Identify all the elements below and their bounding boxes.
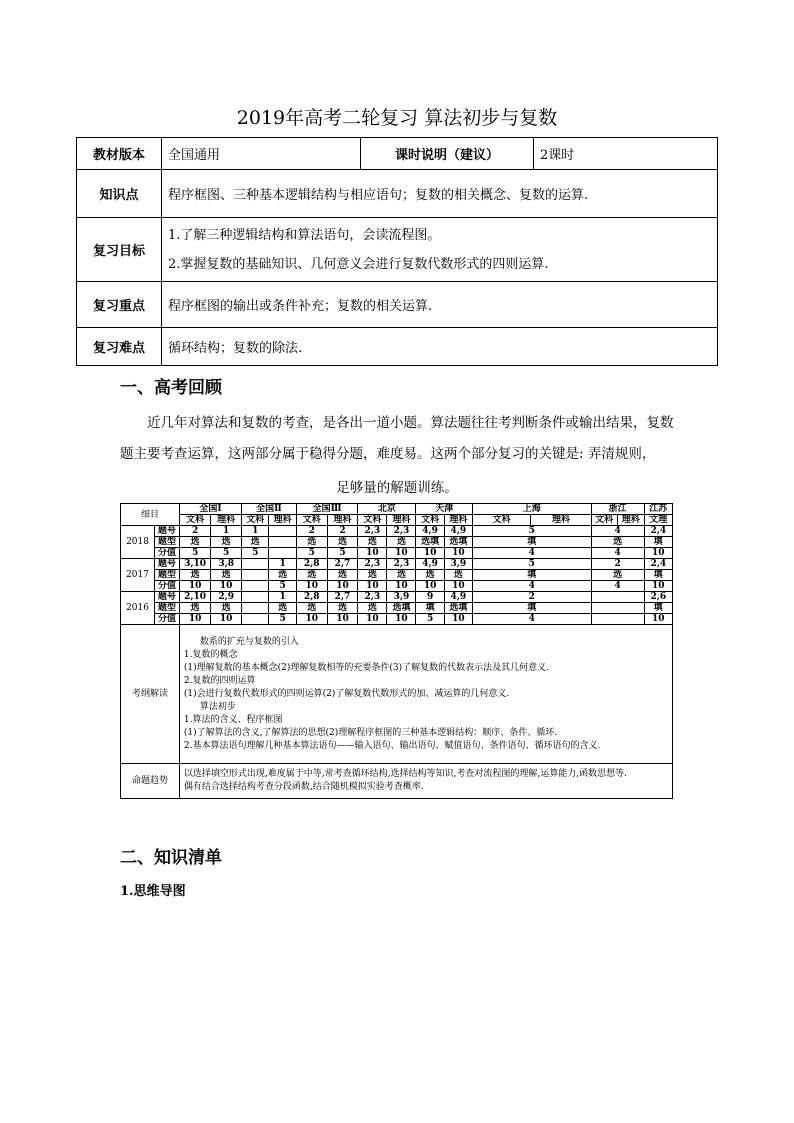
score-cell: 2,7	[327, 592, 358, 603]
score-cell: 选填	[444, 537, 472, 548]
score-cell: 10	[644, 614, 672, 625]
score-cell: 5	[242, 548, 269, 559]
score-cell: 2	[296, 526, 327, 537]
score-cell: 10	[211, 581, 242, 592]
region-header: 上海	[472, 504, 591, 515]
score-cell: 填	[644, 537, 672, 548]
score-cell: 选	[327, 570, 358, 581]
row-label: 题号	[155, 592, 180, 603]
score-cell: 3,8	[211, 559, 242, 570]
li-header: 理科	[531, 515, 591, 526]
score-cell: 选	[179, 570, 210, 581]
score-cell: 5	[269, 614, 296, 625]
score-cell: 10	[296, 581, 327, 592]
score-cell: 9	[416, 592, 444, 603]
score-cell: 填	[472, 537, 591, 548]
analysis-line: 2.复数的四则运算	[183, 675, 256, 686]
edition-label: 教材版本	[77, 138, 162, 170]
region-header: 江苏	[644, 504, 672, 515]
score-cell: 选	[179, 537, 210, 548]
score-cell: 选	[269, 603, 296, 614]
score-cell: 10	[358, 614, 387, 625]
goal-label: 复习目标	[77, 218, 162, 282]
year-cell: 2016	[121, 592, 155, 625]
score-cell: 10	[327, 614, 358, 625]
region-header: 全国Ⅰ	[179, 504, 241, 515]
score-cell	[269, 537, 296, 548]
score-cell: 10	[416, 581, 444, 592]
score-cell: 10	[644, 548, 672, 559]
analysis-line: 2.基本算法语句理解几种基本算法语句——输入语句、输出语句、赋值语句、条件语句、循环语句的含义.	[183, 740, 601, 751]
score-cell: 选	[179, 603, 210, 614]
score-cell	[242, 559, 269, 570]
li-header: 理科	[618, 515, 645, 526]
score-cell: 2,4	[644, 526, 672, 537]
trend-content	[179, 764, 672, 799]
analysis-line: (1)理解复数的基本概念(2)理解复数相等的充要条件(3)了解复数的代数表示法及其几何意义.	[183, 662, 550, 673]
score-cell: 选	[444, 570, 472, 581]
analysis-line: (1)会进行复数代数形式的四则运算(2)了解复数代数形式的加、减运算的几何意义.	[183, 688, 510, 699]
score-cell: 选	[296, 570, 327, 581]
score-cell: 1	[269, 592, 296, 603]
li-header: 理科	[444, 515, 472, 526]
score-cell: 2,3	[387, 526, 416, 537]
wen-header: 文科	[416, 515, 444, 526]
score-cell: 5	[269, 581, 296, 592]
score-cell: 10	[179, 581, 210, 592]
year-cell: 2018	[121, 526, 155, 559]
score-cell: 4	[591, 581, 644, 592]
score-cell: 5	[416, 614, 444, 625]
review-paragraph-end: 足够量的解题训练。	[336, 480, 458, 496]
score-cell: 选填	[387, 603, 416, 614]
row-label: 题号	[155, 526, 180, 537]
li-header: 理科	[327, 515, 358, 526]
score-cell: 2,3	[358, 559, 387, 570]
row-label: 分值	[155, 548, 180, 559]
row-label: 分值	[155, 581, 180, 592]
score-cell: 填	[644, 603, 672, 614]
score-cell: 1	[211, 526, 242, 537]
region-header: 北京	[358, 504, 416, 515]
score-cell: 选填	[444, 603, 472, 614]
score-cell: 4	[472, 548, 591, 559]
score-cell: 10	[358, 581, 387, 592]
goal-item-2: 2.掌握复数的基础知识、几何意义会进行复数代数形式的四则运算.	[168, 256, 549, 272]
score-cell: 4	[591, 548, 644, 559]
trend-label: 命题趋势	[121, 764, 180, 799]
key-value: 程序框图的输出或条件补充；复数的相关运算.	[162, 282, 718, 328]
score-cell	[269, 526, 296, 537]
score-cell: 2,9	[211, 592, 242, 603]
score-cell: 10	[444, 614, 472, 625]
hours-value: 2课时	[534, 138, 718, 170]
score-cell: 2,3	[387, 559, 416, 570]
wen-header: 文科	[591, 515, 618, 526]
analysis-line: 1.复数的概念	[183, 649, 238, 660]
row-label: 题型	[155, 537, 180, 548]
score-cell: 选	[211, 570, 242, 581]
score-cell: 2,10	[179, 592, 210, 603]
subsection-mindmap: 1.思维导图	[120, 884, 186, 899]
score-cell: 4	[591, 526, 644, 537]
wen-header: 文科	[179, 515, 210, 526]
score-cell: 3,9	[387, 592, 416, 603]
analysis-line: 1.算法的含义、程序框图	[183, 714, 283, 725]
score-cell: 填	[472, 570, 591, 581]
region-header: 天津	[416, 504, 472, 515]
analysis-label: 考纲解读	[121, 625, 180, 764]
score-cell: 4,9	[416, 559, 444, 570]
li-header: 理科	[269, 515, 296, 526]
score-cell: 5	[472, 559, 591, 570]
score-cell: 10	[387, 581, 416, 592]
region-header: 全国Ⅱ	[242, 504, 297, 515]
score-cell: 4,9	[444, 592, 472, 603]
score-cell: 选	[211, 603, 242, 614]
score-cell: 2,8	[296, 592, 327, 603]
score-cell: 10	[444, 548, 472, 559]
row-label: 题型	[155, 603, 180, 614]
trend-line: 以选择填空形式出现,难度属于中等,常考查循环结构,选择结构等知识,考查对流程图的理解,运算能力,函数思想等.	[183, 769, 627, 779]
knowledge-label: 知识点	[77, 170, 162, 218]
score-cell: 4	[472, 614, 591, 625]
score-cell: 10	[296, 614, 327, 625]
review-paragraph: 近几年对算法和复数的考查，是各出一道小题。算法题往往考判断条件或输出结果，复数题主要考查运算，这两部分属于稳得分题，难度易。这两个部分复习的关键是: 弄清规则，	[120, 415, 674, 462]
li-header: 理科	[387, 515, 416, 526]
course-info-table	[76, 137, 718, 366]
score-cell	[269, 548, 296, 559]
goal-value	[162, 218, 718, 282]
score-cell: 10	[444, 581, 472, 592]
key-label: 复习重点	[77, 282, 162, 328]
score-cell: 10	[416, 548, 444, 559]
hours-label: 课时说明（建议）	[361, 138, 534, 170]
score-cell	[591, 614, 644, 625]
score-cell: 选	[242, 537, 269, 548]
score-cell: 10	[327, 581, 358, 592]
score-cell: 选	[358, 570, 387, 581]
analysis-content	[179, 625, 672, 764]
score-cell: 选	[296, 603, 327, 614]
score-cell: 10	[211, 614, 242, 625]
score-cell: 2,6	[644, 592, 672, 603]
score-cell: 5	[211, 548, 242, 559]
wenli-header: 文理	[644, 515, 672, 526]
score-cell: 2	[472, 592, 591, 603]
score-cell: 2	[591, 559, 644, 570]
score-cell: 10	[387, 614, 416, 625]
row-label: 题号	[155, 559, 180, 570]
edition-value: 全国通用	[162, 138, 361, 170]
score-cell: 5	[296, 548, 327, 559]
score-cell: 10	[179, 614, 210, 625]
page-title: 2019年高考二轮复习 算法初步与复数	[236, 107, 558, 129]
exam-analysis-table	[120, 503, 673, 799]
hard-value: 循环结构；复数的除法.	[162, 328, 718, 366]
score-cell: 选	[327, 603, 358, 614]
score-cell: 5	[179, 548, 210, 559]
score-cell: 10	[358, 548, 387, 559]
score-cell: 3,10	[179, 559, 210, 570]
wen-header: 文科	[358, 515, 387, 526]
knowledge-value: 程序框图、三种基本逻辑结构与相应语句；复数的相关概念、复数的运算.	[162, 170, 718, 218]
hard-label: 复习难点	[77, 328, 162, 366]
score-cell: 选	[591, 570, 644, 581]
score-cell: 选	[358, 537, 387, 548]
score-cell: 4,9	[444, 526, 472, 537]
wen-header: 文科	[242, 515, 269, 526]
region-header: 全国Ⅲ	[296, 504, 358, 515]
score-cell: 填	[644, 570, 672, 581]
wen-header: 文科	[472, 515, 530, 526]
analysis-line: 算法初步	[199, 701, 236, 712]
score-cell: 1	[269, 559, 296, 570]
score-cell: 2	[327, 526, 358, 537]
score-cell: 3,9	[444, 559, 472, 570]
score-cell: 2,8	[296, 559, 327, 570]
score-cell: 5	[327, 548, 358, 559]
analysis-line: 数系的扩充与复数的引入	[199, 636, 299, 647]
score-cell	[242, 581, 269, 592]
score-cell	[242, 603, 269, 614]
score-cell: 2,7	[327, 559, 358, 570]
score-cell: 5	[472, 526, 591, 537]
score-cell: 选填	[416, 537, 444, 548]
row-label: 分值	[155, 614, 180, 625]
score-cell: 选	[591, 537, 644, 548]
score-cell: 选	[296, 537, 327, 548]
score-cell	[591, 603, 644, 614]
year-cell: 2017	[121, 559, 155, 592]
score-cell: 2,3	[358, 592, 387, 603]
score-cell: 填	[416, 603, 444, 614]
score-cell	[242, 592, 269, 603]
score-cell: 2,3	[358, 526, 387, 537]
score-cell: 选	[327, 537, 358, 548]
region-header: 浙江	[591, 504, 644, 515]
score-cell: 10	[644, 581, 672, 592]
score-cell: 选	[358, 603, 387, 614]
wen-header: 文科	[296, 515, 327, 526]
li-header: 理科	[211, 515, 242, 526]
section-heading-review: 一、高考回顾	[120, 378, 222, 398]
score-cell: 4	[472, 581, 591, 592]
score-cell: 选	[416, 570, 444, 581]
score-cell: 选	[387, 570, 416, 581]
score-cell: 1	[242, 526, 269, 537]
score-cell: 选	[269, 570, 296, 581]
score-cell: 2,4	[644, 559, 672, 570]
score-cell: 选	[211, 537, 242, 548]
trend-line: 偶有结合选择结构考查分段函数,结合随机模拟实验考查概率.	[183, 782, 424, 792]
score-cell: 10	[387, 548, 416, 559]
section-heading-knowledge: 二、知识清单	[120, 848, 222, 868]
score-cell: 2	[179, 526, 210, 537]
analysis-line: (1)了解算法的含义,了解算法的思想(2)理解程序框图的三种基本逻辑结构：顺序、条件、循环.	[183, 727, 558, 738]
col-item-header: 细目	[121, 504, 180, 526]
score-cell	[242, 570, 269, 581]
score-cell	[591, 592, 644, 603]
goal-item-1: 1.了解三种逻辑结构和算法语句，会读流程图。	[168, 227, 441, 243]
score-cell	[242, 614, 269, 625]
score-cell: 4,9	[416, 526, 444, 537]
row-label: 题型	[155, 570, 180, 581]
score-cell: 填	[472, 603, 591, 614]
score-cell: 选	[387, 537, 416, 548]
